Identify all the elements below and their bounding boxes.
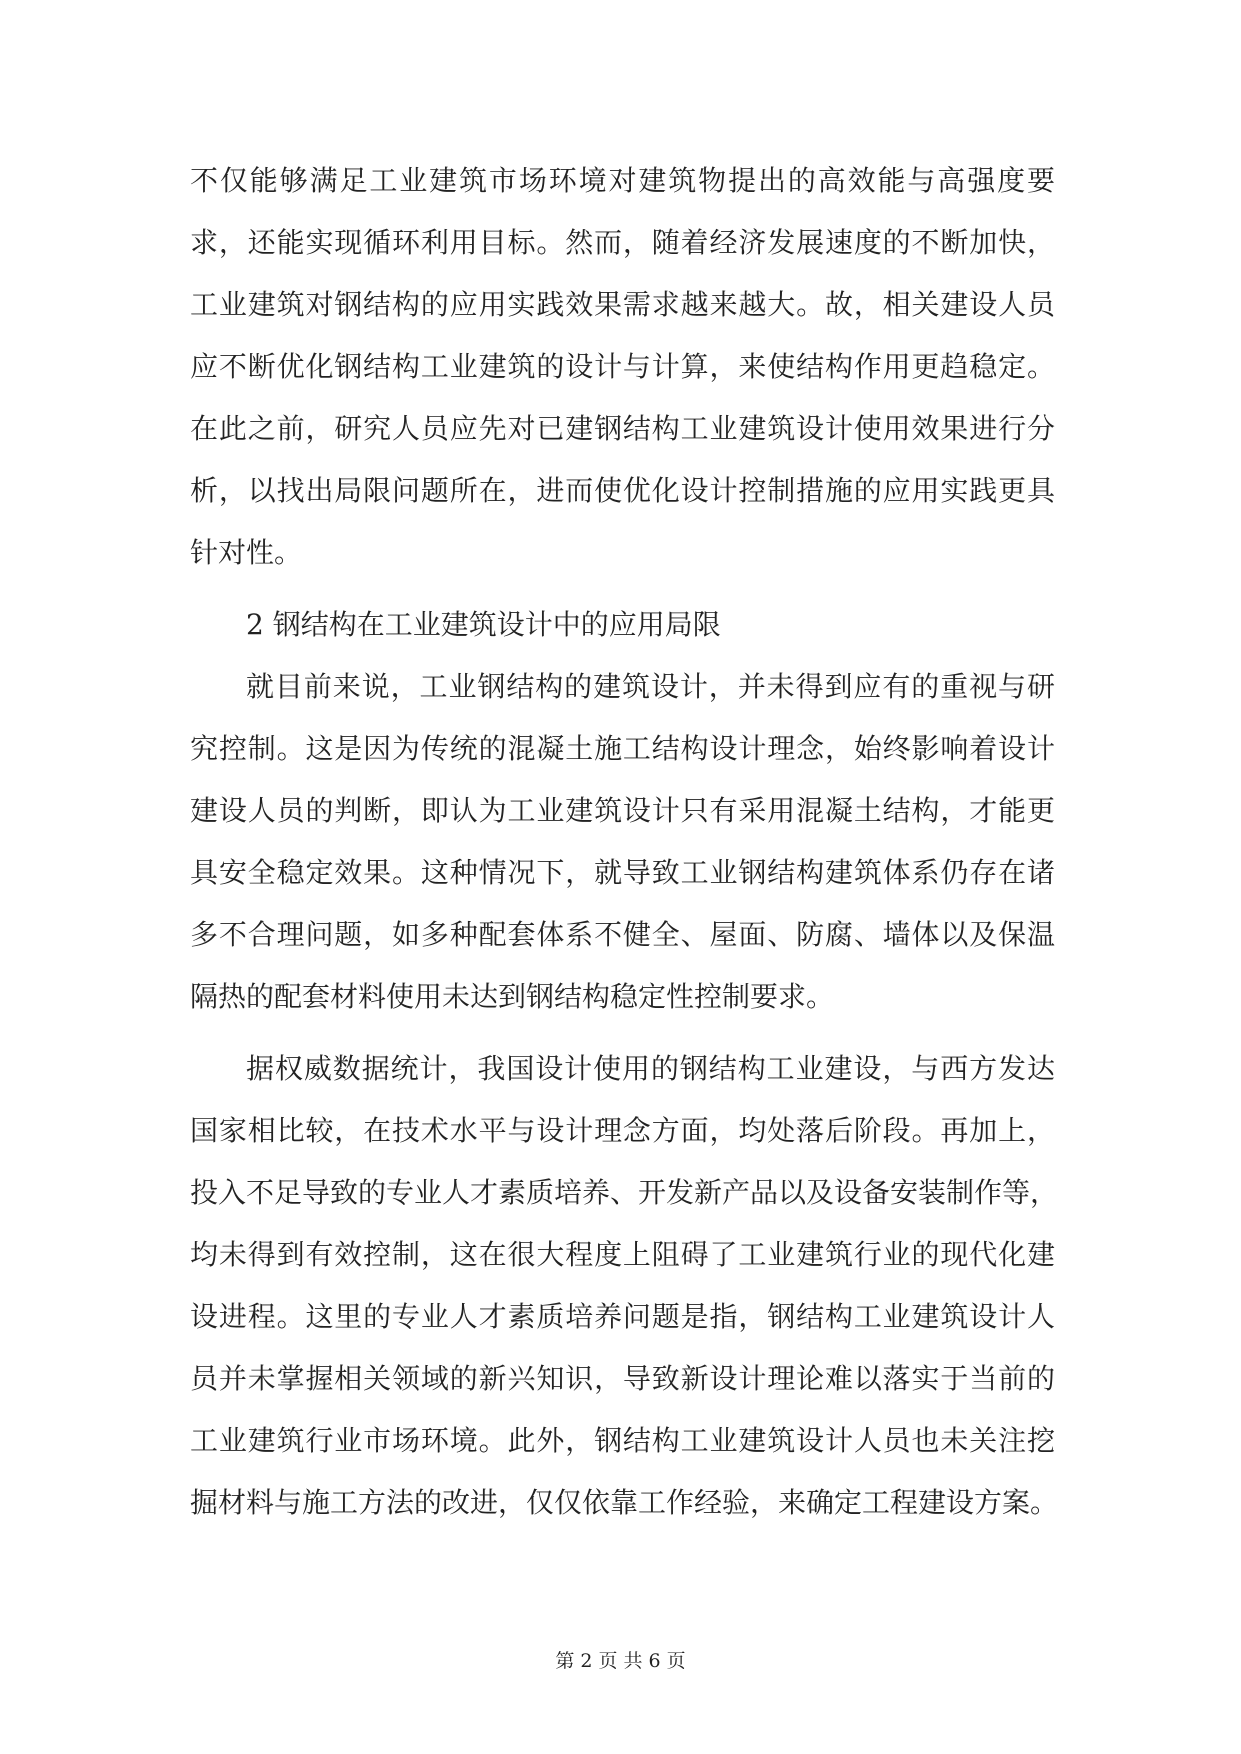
- text-line: 多不合理问题，如多种配套体系不健全、屋面、防腐、墙体以及保温: [190, 918, 1055, 951]
- text-line: 投入不足导致的专业人才素质培养、开发新产品以及设备安装制作等，: [190, 1176, 1059, 1209]
- spacer: [190, 584, 1055, 594]
- text-line: 工业建筑行业市场环境。此外，钢结构工业建筑设计人员也未关注挖: [190, 1424, 1055, 1457]
- page-number-footer: 第 2 页 共 6 页: [555, 1650, 686, 1672]
- paragraph-2: [190, 656, 1055, 1028]
- text-line: 员并未掌握相关领域的新兴知识，导致新设计理论难以落实于当前的: [190, 1362, 1055, 1395]
- paragraph-3: [190, 1038, 1059, 1534]
- text-line: 就目前来说，工业钢结构的建筑设计，并未得到应有的重视与研: [246, 670, 1055, 703]
- text-line: 析，以找出局限问题所在，进而使优化设计控制措施的应用实践更具: [190, 474, 1055, 507]
- section-heading: 2 钢结构在工业建筑设计中的应用局限: [246, 608, 721, 641]
- text-line: 在此之前，研究人员应先对已建钢结构工业建筑设计使用效果进行分: [190, 412, 1055, 445]
- text-line: 设进程。这里的专业人才素质培养问题是指，钢结构工业建筑设计人: [190, 1300, 1055, 1333]
- text-line: 具安全稳定效果。这种情况下，就导致工业钢结构建筑体系仍存在诸: [190, 856, 1055, 889]
- text-line: 据权威数据统计，我国设计使用的钢结构工业建设，与西方发达: [246, 1052, 1055, 1085]
- text-line: 求，还能实现循环利用目标。然而，随着经济发展速度的不断加快，: [190, 226, 1055, 259]
- text-line: 应不断优化钢结构工业建筑的设计与计算，来使结构作用更趋稳定。: [190, 350, 1055, 383]
- text-line: 掘材料与施工方法的改进，仅仅依靠工作经验，来确定工程建设方案。: [190, 1486, 1059, 1519]
- text-line: 针对性。: [190, 536, 303, 569]
- text-line: 隔热的配套材料使用未达到钢结构稳定性控制要求。: [190, 980, 835, 1013]
- document-body: [190, 150, 1059, 1534]
- paragraph-1: [190, 150, 1055, 584]
- text-line: 不仅能够满足工业建筑市场环境对建筑物提出的高效能与高强度要: [190, 164, 1055, 197]
- spacer: [190, 1028, 1055, 1038]
- text-line: 均未得到有效控制，这在很大程度上阻碍了工业建筑行业的现代化建: [190, 1238, 1055, 1271]
- text-line: 建设人员的判断，即认为工业建筑设计只有采用混凝土结构，才能更: [190, 794, 1055, 827]
- text-line: 国家相比较，在技术水平与设计理念方面，均处落后阶段。再加上，: [190, 1114, 1055, 1147]
- text-line: 究控制。这是因为传统的混凝土施工结构设计理念，始终影响着设计: [190, 732, 1055, 765]
- text-line: 工业建筑对钢结构的应用实践效果需求越来越大。故，相关建设人员: [190, 288, 1055, 321]
